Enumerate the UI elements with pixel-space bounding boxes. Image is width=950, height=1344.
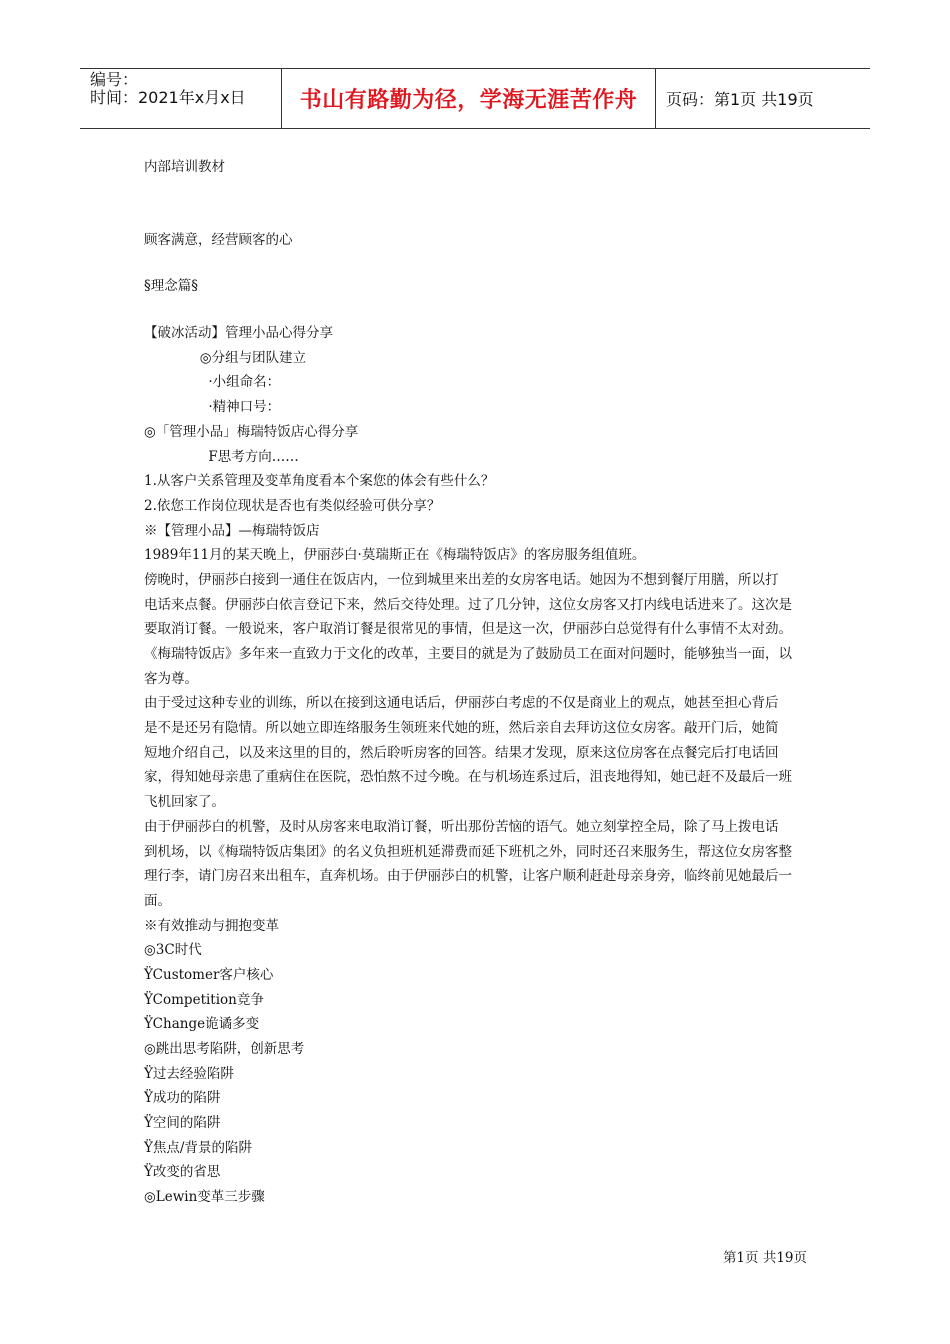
header-page-label: 页码：第1页 共19页 xyxy=(666,90,814,109)
body-line: ※有效推动与拥抱变革 xyxy=(144,917,279,934)
doc-section-heading: §理念篇§ xyxy=(144,278,198,295)
body-line: Ÿ空间的陷阱 xyxy=(144,1115,221,1132)
body-line: 要取消订餐。一般说来，客户取消订餐是很常见的事情，但是这一次，伊丽莎白总觉得有什么事情不太对劲。 xyxy=(144,621,792,638)
body-line: 家，得知她母亲患了重病住在医院，恐怕熬不过今晚。在与机场连系过后，沮丧地得知，她已赶不及最后一班 xyxy=(144,769,792,786)
body-line: 到机场，以《梅瑞特饭店集团》的名义负担班机延滞费而延下班机之外，同时还召来服务生，帮这位女房客整 xyxy=(144,843,792,860)
body-line: Ÿ改变的省思 xyxy=(144,1164,221,1181)
body-line: ŸCustomer客户核心 xyxy=(144,966,274,983)
header-info xyxy=(80,69,282,128)
body-line: 理行李，请门房召来出租车，直奔机场。由于伊丽莎白的机警，让客户顺利赶赴母亲身旁，临终前见她最后一 xyxy=(144,868,792,885)
body-line: 面。 xyxy=(144,892,171,909)
doc-title: 内部培训教材 xyxy=(144,159,225,175)
body-line: 《梅瑞特饭店》多年来一直致力于文化的改革，主要目的就是为了鼓励员工在面对问题时，能够独当一面，以 xyxy=(144,646,792,662)
number-label: 编号： xyxy=(90,70,139,89)
body-line: 短地介绍自己，以及来这里的目的，然后聆听房客的回答。结果才发现，原来这位房客在点餐完后打电话回 xyxy=(144,744,779,761)
page-header xyxy=(80,68,870,129)
body-line: ◎分组与团队建立 xyxy=(144,349,307,366)
body-line: 傍晚时，伊丽莎白接到一通住在饭店内，一位到城里来出差的女房客电话。她因为不想到餐厅用膳，所以打 xyxy=(144,571,779,588)
doc-subtitle: 顾客满意，经营顾客的心 xyxy=(144,231,293,248)
body-line: 由于受过这种专业的训练，所以在接到这通电话后，伊丽莎白考虑的不仅是商业上的观点，她甚至担心背后 xyxy=(144,695,779,712)
body-line: Ÿ过去经验陷阱 xyxy=(144,1065,234,1082)
body-line: 2.依您工作岗位现状是否也有类似经验可供分享？ xyxy=(144,497,441,514)
header-motto: 书山有路勤为径，学海无涯苦作舟 xyxy=(282,69,656,128)
time-label: 时间：2021年x月x日 xyxy=(90,88,246,107)
body-line: ◎3C时代 xyxy=(144,942,202,959)
body-line: ·小组命名： xyxy=(144,374,281,391)
document-body xyxy=(144,155,816,1210)
body-line: ◎Lewin变革三步骤 xyxy=(144,1189,265,1206)
page-footer: 第1页 共19页 xyxy=(722,1250,807,1266)
body-line: F思考方向…… xyxy=(144,448,299,465)
body-line: 1.从客户关系管理及变革角度看本个案您的体会有些什么？ xyxy=(144,473,495,490)
body-line: Ÿ焦点/背景的陷阱 xyxy=(144,1139,252,1156)
body-line: ŸCompetition竞争 xyxy=(144,991,264,1008)
body-line: 是不是还另有隐情。所以她立即连络服务生领班来代她的班，然后亲自去拜访这位女房客。敲开门后，她简 xyxy=(144,720,779,737)
body-line: ◎跳出思考陷阱，创新思考 xyxy=(144,1041,305,1057)
body-line: 1989年11月的某天晚上，伊丽莎白·莫瑞斯正在《梅瑞特饭店》的客房服务组值班。 xyxy=(144,547,646,564)
body-line: ·精神口号： xyxy=(144,399,281,416)
body-line: ※【管理小品】—梅瑞特饭店 xyxy=(144,522,320,539)
body-line: 飞机回家了。 xyxy=(144,794,225,811)
body-line: 电话来点餐。伊丽莎白依言登记下来，然后交待处理。过了几分钟，这位女房客又打内线电话进来了。这次是 xyxy=(144,596,792,613)
body-line: 由于伊丽莎白的机警，及时从房客来电取消订餐，听出那份苦恼的语气。她立刻掌控全局，除了马上拨电话 xyxy=(144,818,779,835)
body-line: ◎「管理小品」梅瑞特饭店心得分享 xyxy=(144,423,359,440)
body-line: 客为尊。 xyxy=(144,670,198,687)
body-line: Ÿ成功的陷阱 xyxy=(144,1090,221,1107)
body-line: ŸChange诡谲多变 xyxy=(144,1016,260,1033)
body-line: 【破冰活动】管理小品心得分享 xyxy=(144,325,333,342)
